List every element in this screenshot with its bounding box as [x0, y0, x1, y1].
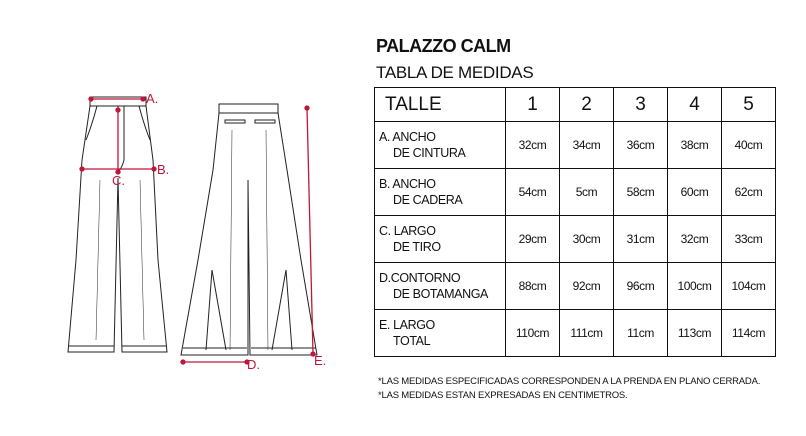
table-row [375, 169, 776, 216]
row-label-line2: DE CINTURA [393, 146, 466, 160]
front-measure-lines [80, 97, 156, 174]
table-cell: 29cm [506, 216, 560, 263]
pants-diagram [0, 0, 370, 436]
size-table-header [375, 88, 776, 122]
table-cell: 113cm [668, 310, 722, 357]
table-cell: 92cm [560, 263, 614, 310]
table-cell: 88cm [506, 263, 560, 310]
table-cell: 110cm [506, 310, 560, 357]
row-label-line2: TOTAL [393, 334, 431, 348]
table-cell: 60cm [668, 169, 722, 216]
table-row [375, 263, 776, 310]
label-a: A. [146, 91, 159, 106]
label-d: D. [247, 357, 260, 372]
table-cell: 33cm [722, 216, 776, 263]
footnote: *LAS MEDIDAS ESPECIFICADAS CORRESPONDEN A LA PRENDA EN PLANO CERRADA. [378, 376, 761, 387]
table-cell: 62cm [722, 169, 776, 216]
label-e: E. [314, 353, 327, 368]
table-cell: 38cm [668, 122, 722, 169]
table-cell: 54cm [506, 169, 560, 216]
label-c: C. [112, 173, 125, 188]
size-table [374, 87, 776, 357]
header-label: TALLE [375, 88, 506, 122]
page-title: PALAZZO CALM [376, 36, 511, 56]
size-header: 4 [668, 88, 722, 122]
footnote: *LAS MEDIDAS ESTAN EXPRESADAS EN CENTIMETROS. [378, 390, 628, 401]
row-label-line1: A. ANCHO [379, 130, 436, 144]
table-cell: 30cm [560, 216, 614, 263]
row-label-line2: DE BOTAMANGA [393, 287, 488, 301]
table-cell: 104cm [722, 263, 776, 310]
size-header: 3 [614, 88, 668, 122]
row-label [375, 216, 506, 263]
table-row [375, 310, 776, 357]
row-label [375, 122, 506, 169]
table-cell: 114cm [722, 310, 776, 357]
table-row [375, 216, 776, 263]
row-label-line1: B. ANCHO [379, 177, 436, 191]
table-cell: 32cm [506, 122, 560, 169]
row-label-line2: DE CADERA [393, 193, 463, 207]
table-cell: 5cm [560, 169, 614, 216]
pants-back-view [181, 104, 317, 355]
row-label [375, 310, 506, 357]
table-cell: 36cm [614, 122, 668, 169]
table-cell: 11cm [614, 310, 668, 357]
row-label-line1: D.CONTORNO [379, 271, 461, 285]
row-label [375, 169, 506, 216]
size-header: 5 [722, 88, 776, 122]
table-cell: 58cm [614, 169, 668, 216]
row-label [375, 263, 506, 310]
row-label-line1: C. LARGO [379, 224, 436, 238]
table-cell: 40cm [722, 122, 776, 169]
size-header: 2 [560, 88, 614, 122]
table-cell: 100cm [668, 263, 722, 310]
page-subtitle: TABLA DE MEDIDAS [376, 63, 534, 82]
table-cell: 34cm [560, 122, 614, 169]
size-header: 1 [506, 88, 560, 122]
row-label-line2: DE TIRO [393, 240, 441, 254]
row-label-line1: E. LARGO [379, 318, 435, 332]
table-row [375, 122, 776, 169]
table-cell: 96cm [614, 263, 668, 310]
table-cell: 31cm [614, 216, 668, 263]
table-cell: 32cm [668, 216, 722, 263]
table-cell: 111cm [560, 310, 614, 357]
label-b: B. [157, 162, 170, 177]
